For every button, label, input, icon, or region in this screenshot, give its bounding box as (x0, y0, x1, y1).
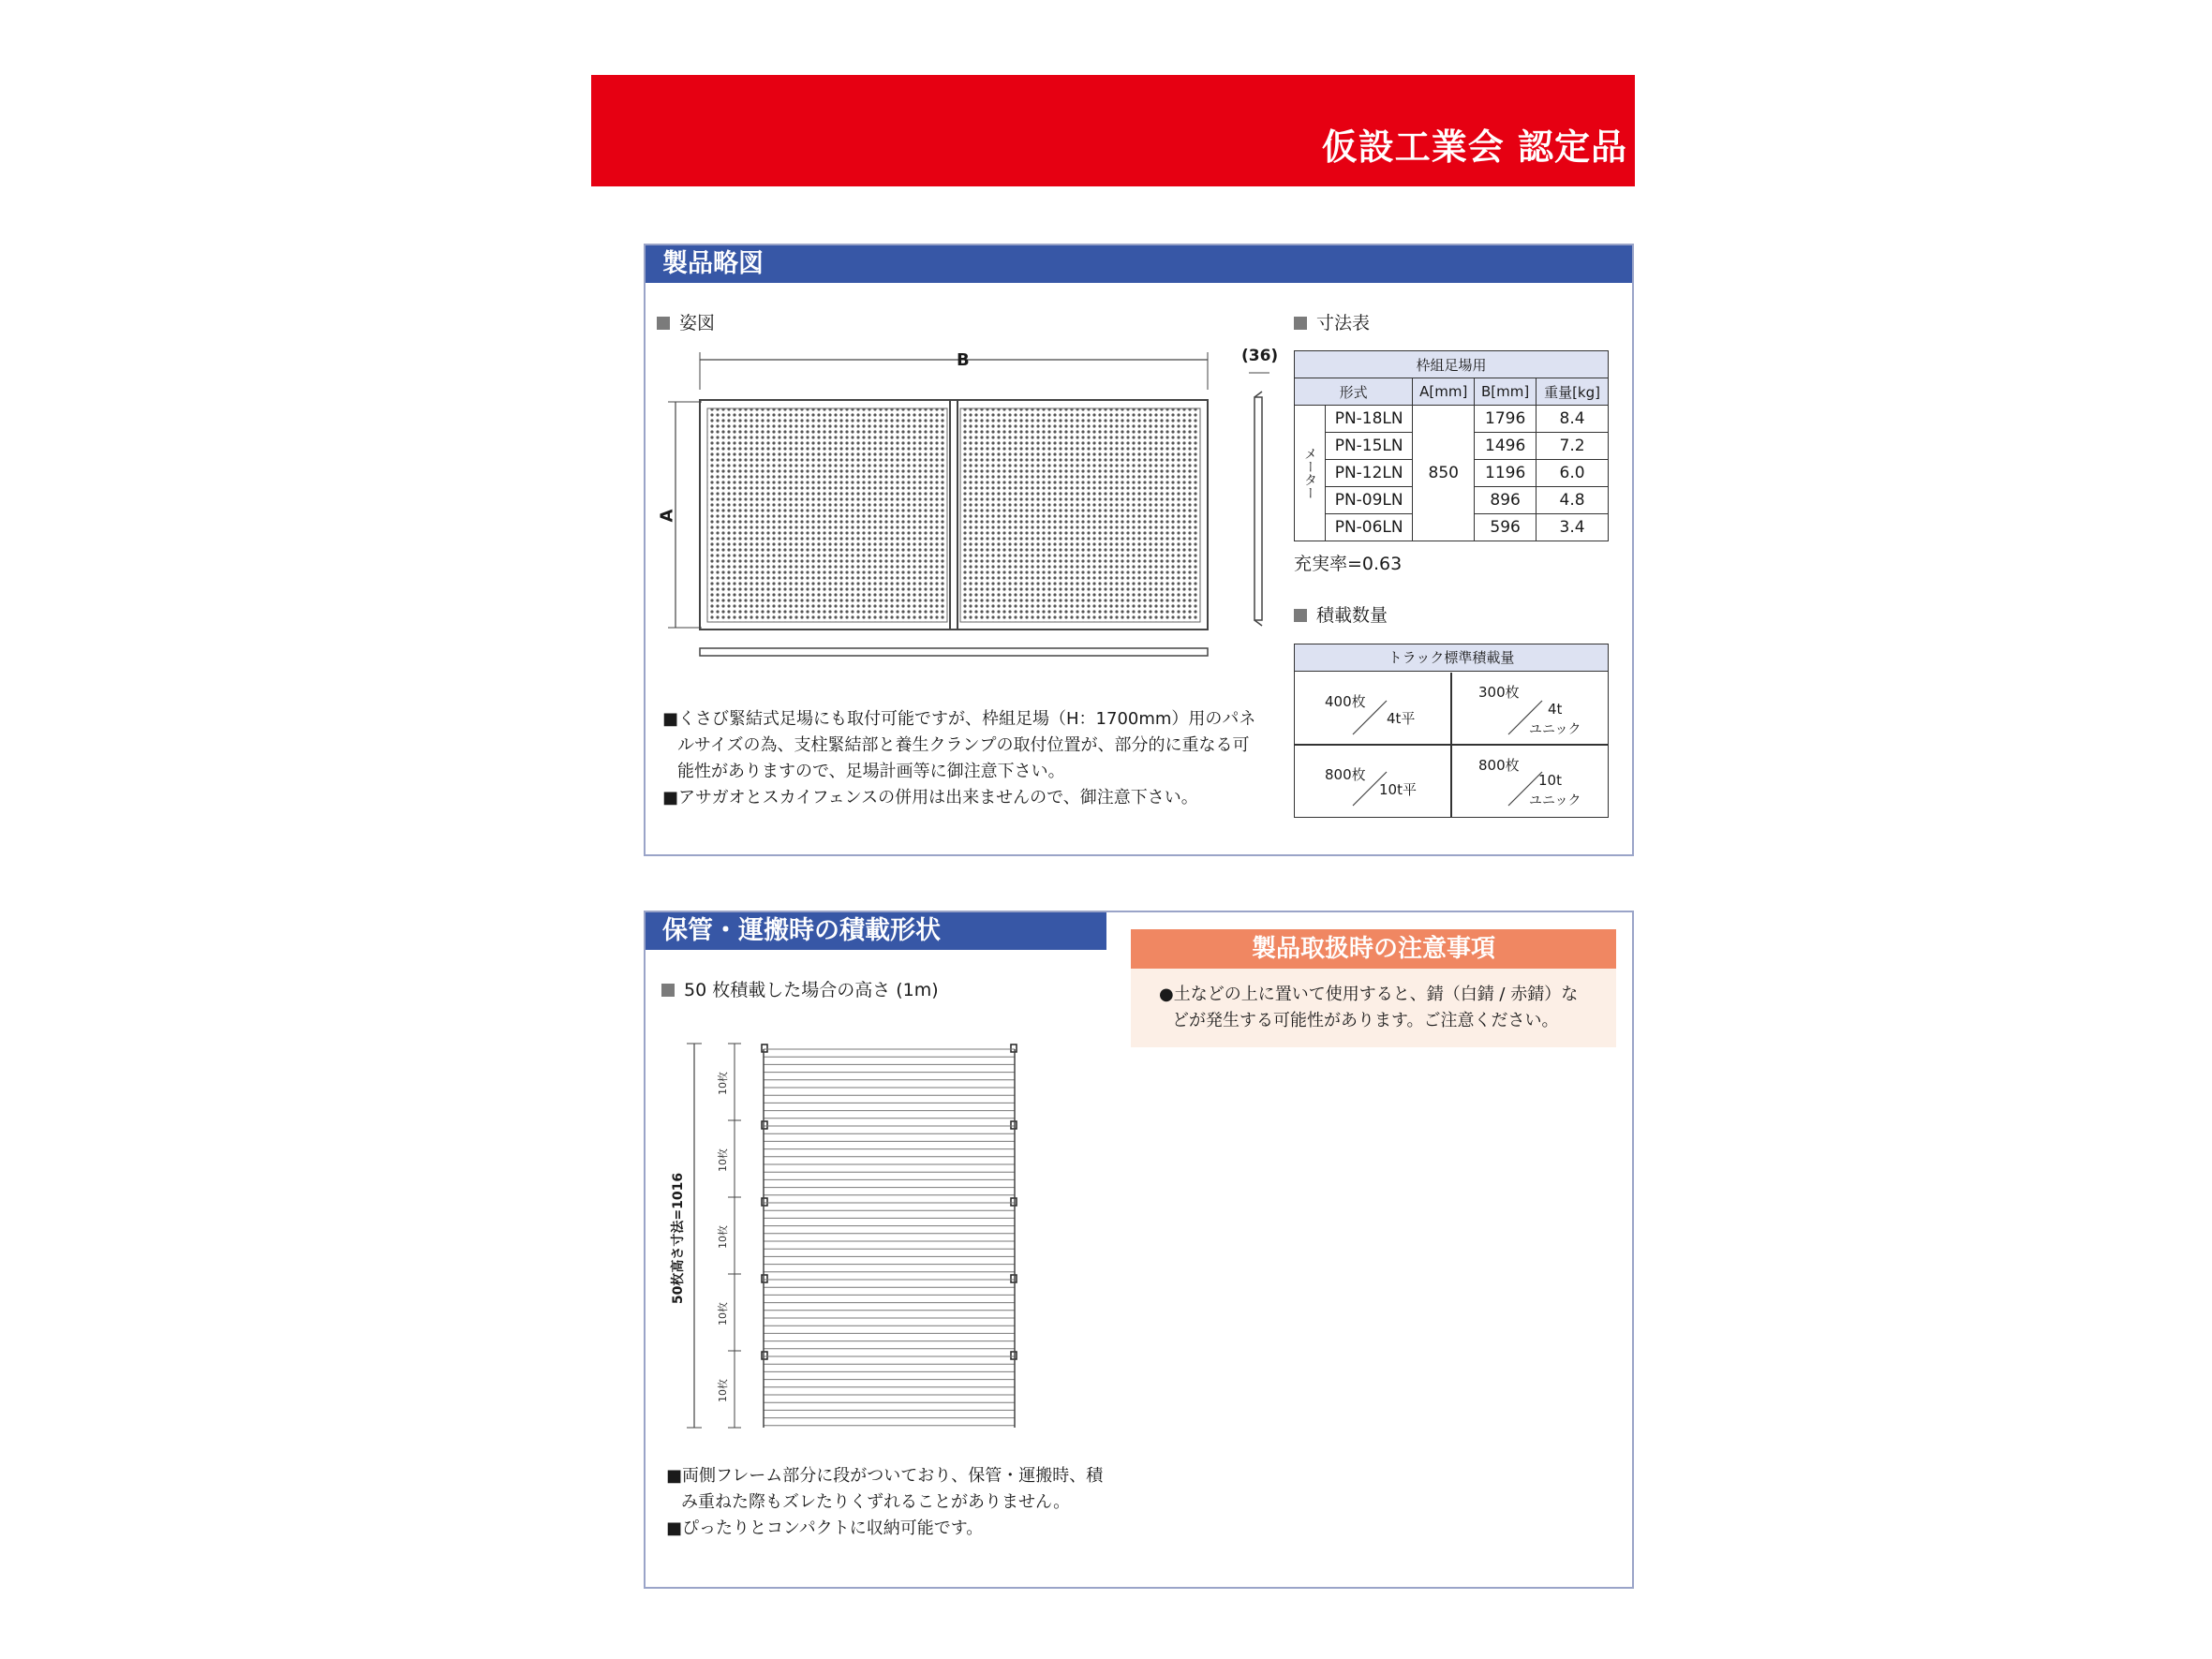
segment-label: 10枚 (717, 1302, 729, 1326)
load-truck: 10t平 (1379, 781, 1417, 798)
segment-label: 10枚 (717, 1379, 729, 1402)
load-table-title: トラック標準積載量 (1295, 644, 1608, 672)
panel-drawing (664, 339, 1236, 658)
header-weight: 重量[kg] (1537, 378, 1609, 406)
group-label: メーター (1295, 406, 1326, 541)
product-heading: 製品略図 (646, 245, 1632, 283)
table-cell: PN-09LN (1326, 487, 1413, 514)
note-line: み重ねた際もズレたりくずれることがありません。 (681, 1492, 1071, 1512)
bullet-square-icon (657, 317, 670, 330)
table-cell: PN-15LN (1326, 433, 1413, 460)
fill-rate: 充実率=0.63 (1294, 554, 1403, 574)
note-line: ■アサガオとスカイフェンスの併用は出来ませんので、御注意下さい。 (662, 788, 1198, 807)
segment-label: 10枚 (717, 1225, 729, 1249)
table-cell: PN-12LN (1326, 460, 1413, 487)
note-line: ルサイズの為、支柱緊結部と養生クランプの取付位置が、部分的に重なる可 (677, 735, 1250, 755)
banner-title: 仮設工業会 認定品 (1321, 126, 1627, 168)
caution-box (1131, 929, 1616, 1047)
table-cell: 6.0 (1537, 460, 1609, 487)
note-line: ■ぴったりとコンパクトに収納可能です。 (666, 1518, 984, 1538)
table-cell: 896 (1475, 487, 1537, 514)
table-cell: 4.8 (1537, 487, 1609, 514)
dimension-table-label: 寸法表 (1294, 309, 1370, 334)
caution-body (1131, 969, 1616, 1047)
caution-heading: 製品取扱時の注意事項 (1131, 929, 1616, 969)
dim-36-label: (36) (1241, 347, 1279, 365)
load-count: 300枚 (1478, 684, 1520, 701)
stack-total-label: 50枚高さ寸法=1016 (671, 1172, 686, 1305)
table-cell: PN-06LN (1326, 514, 1413, 541)
note-line: ■くさび緊結式足場にも取付可能ですが、枠組足場（H：1700mm）用のパネ (662, 709, 1256, 729)
storage-panel (644, 911, 1634, 1589)
storage-heading: 保管・運搬時の積載形状 (646, 912, 1106, 950)
load-count: 800枚 (1478, 757, 1520, 774)
bullet-square-icon (661, 984, 675, 997)
caution-line: ●土などの上に置いて使用すると、錆（白錆 / 赤錆）な (1159, 985, 1579, 1004)
load-truck: 10t (1538, 772, 1562, 789)
header-model: 形式 (1295, 378, 1413, 406)
load-truck: 4t (1548, 701, 1563, 718)
figure-label: 姿図 (657, 309, 715, 334)
table-cell: 1796 (1475, 406, 1537, 433)
segment-label: 10枚 (717, 1148, 729, 1172)
storage-notes (666, 1463, 1135, 1542)
dim-a-label: A (657, 509, 677, 523)
table-cell: 3.4 (1537, 514, 1609, 541)
stack-drawing (683, 1039, 1039, 1432)
load-truck: ユニック (1529, 793, 1581, 808)
note-line: 能性がありますので、足場計画等に御注意下さい。 (677, 762, 1065, 781)
caution-line: どが発生する可能性があります。ご注意ください。 (1172, 1011, 1559, 1030)
header-b: B[mm] (1475, 378, 1537, 406)
dimension-table (1294, 350, 1609, 541)
segment-label: 10枚 (717, 1072, 729, 1095)
header-banner (591, 75, 1635, 186)
load-count: 800枚 (1325, 766, 1366, 783)
dimension-table-title: 枠組足場用 (1295, 351, 1609, 378)
load-table-label: 積載数量 (1294, 601, 1388, 627)
load-truck: 4t平 (1387, 710, 1416, 727)
note-line: ■両側フレーム部分に段がついており、保管・運搬時、積 (666, 1466, 1104, 1486)
load-truck: ユニック (1529, 722, 1581, 737)
load-count: 400枚 (1325, 693, 1366, 710)
load-table (1294, 644, 1609, 818)
product-panel (644, 244, 1634, 856)
table-cell: 850 (1413, 406, 1475, 541)
bullet-square-icon (1294, 317, 1307, 330)
table-cell: 7.2 (1537, 433, 1609, 460)
table-cell: PN-18LN (1326, 406, 1413, 433)
storage-sub-label: 50 枚積載した場合の高さ (1m) (661, 976, 939, 1001)
bullet-square-icon (1294, 609, 1307, 622)
side-profile-drawing (1245, 371, 1273, 633)
table-cell: 8.4 (1537, 406, 1609, 433)
header-a: A[mm] (1413, 378, 1475, 406)
product-notes (662, 706, 1281, 811)
table-cell: 596 (1475, 514, 1537, 541)
table-cell: 1496 (1475, 433, 1537, 460)
dim-b-label: B (957, 350, 970, 370)
table-cell: 1196 (1475, 460, 1537, 487)
